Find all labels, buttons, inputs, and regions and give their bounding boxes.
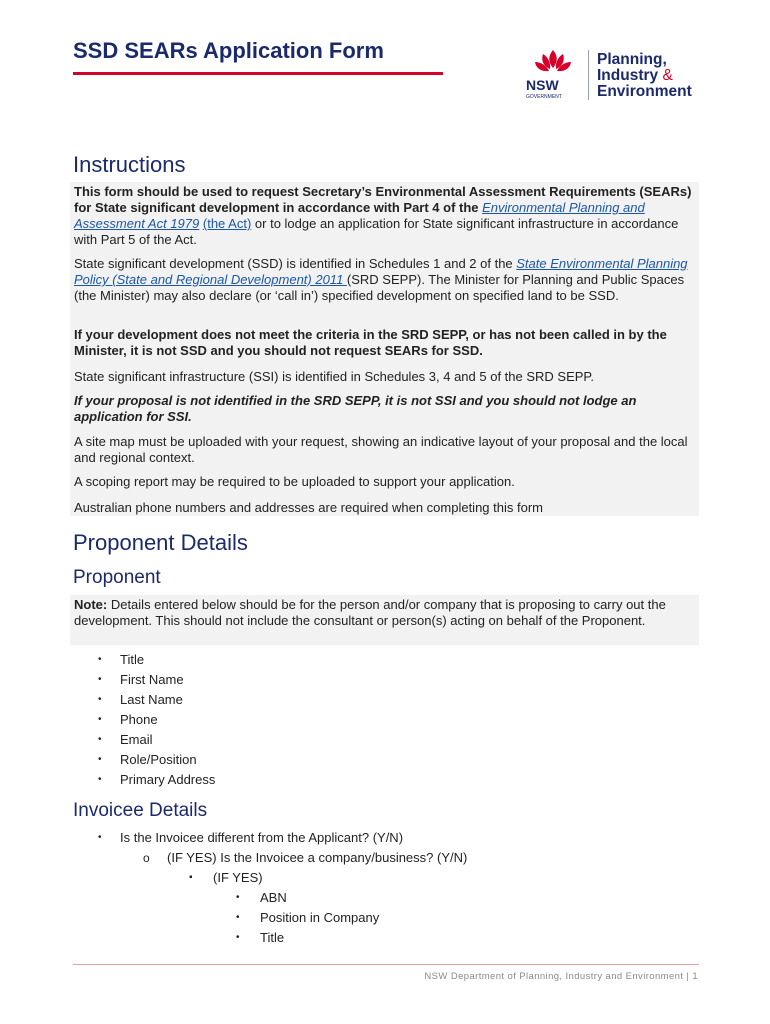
- list-item: [74, 690, 474, 710]
- proponent-heading: Proponent: [73, 567, 161, 588]
- question-text: Is the Invoicee different from the Applicant? (Y/N): [120, 830, 404, 845]
- bullet-marker: •: [98, 674, 102, 685]
- instructions-paragraph-3: If your development does not meet the criteria in the SRD SEPP, or has not been called in by the Minister, it is not SSD and you should not request SEARs for SSD.: [74, 327, 667, 358]
- bullet-marker: •: [236, 932, 240, 943]
- instructions-paragraph-8: Australian phone numbers and addresses are required when completing this form: [74, 500, 543, 515]
- bullet-marker: •: [98, 734, 102, 745]
- bullet-marker: •: [98, 694, 102, 705]
- logo-ampersand: &: [662, 67, 673, 84]
- instructions-paragraph-1: [74, 184, 694, 248]
- logo-line-2: [597, 68, 692, 84]
- bullet-marker: •: [236, 892, 240, 903]
- logo-line-2-text: Industry: [597, 67, 663, 84]
- instructions-paragraph-7: A scoping report may be required to be uploaded to support your application.: [74, 474, 515, 489]
- list-item: [74, 710, 474, 730]
- field-label: Title: [260, 930, 285, 945]
- p1-text-b: or to lodge an application for State significant infrastructure in accordance with Part 5 of the Act.: [74, 216, 679, 247]
- proponent-field-list: [74, 650, 474, 790]
- field-label: Email: [120, 732, 153, 747]
- list-item: [74, 670, 474, 690]
- instructions-paragraph-5: If your proposal is not identified in the SRD SEPP, it is not SSI and you should not lodge an application for SSI.: [74, 393, 637, 424]
- field-label: ABN: [260, 890, 287, 905]
- list-item: [74, 888, 594, 908]
- instructions-paragraph-4: State significant infrastructure (SSI) is identified in Schedules 3, 4 and 5 of the SRD SEPP.: [74, 369, 595, 384]
- p1-text-a: This form should be used to request Secretary’s Environmental Assessment Requirements (SEARs) for State significant development in accordance with Part 4 of the: [74, 184, 692, 215]
- bullet-marker: •: [98, 714, 102, 725]
- field-label: Title: [120, 652, 145, 667]
- list-item: [74, 650, 474, 670]
- field-label: Role/Position: [120, 752, 197, 767]
- instructions-paragraph-6: A site map must be uploaded with your request, showing an indicative layout of your proposal and the local and regional context.: [74, 434, 688, 465]
- list-item: [74, 828, 594, 848]
- question-text: (IF YES): [213, 870, 263, 885]
- logo-line-1: Planning,: [597, 51, 667, 68]
- list-item: [74, 770, 474, 790]
- bullet-marker: •: [98, 754, 102, 765]
- list-item: [74, 908, 594, 928]
- title-underline: [73, 72, 443, 75]
- note-text: Details entered below should be for the person and/or company that is proposing to carry out the development. This should not include the consultant or person(s) acting on behalf of the Proponent.: [74, 597, 666, 628]
- bullet-marker: •: [98, 832, 102, 843]
- question-text: (IF YES) Is the Invoicee a company/business? (Y/N): [167, 850, 468, 865]
- logo-government-text: GOVERNMENT: [526, 94, 562, 100]
- logo-nsw-text: NSW: [526, 77, 559, 93]
- bullet-marker: •: [98, 654, 102, 665]
- proponent-note: [74, 597, 694, 629]
- logo-divider: [588, 50, 589, 100]
- circle-marker: o: [143, 851, 150, 865]
- the-act-link[interactable]: (the Act): [202, 216, 252, 231]
- bullet-marker: •: [98, 774, 102, 785]
- p2-text-b: (SRD SEPP). The Minister for Planning and Public Spaces (the Minister) may also declare (or ‘call in’) specified development on specified land to be SSD.: [74, 272, 685, 303]
- list-item: [74, 730, 474, 750]
- waratah-icon: [522, 48, 584, 104]
- instructions-paragraph-2: [74, 256, 694, 304]
- list-item: [74, 928, 594, 948]
- logo-wordmark: [597, 52, 692, 100]
- bullet-marker: •: [236, 912, 240, 923]
- field-label: Primary Address: [120, 772, 216, 787]
- field-label: First Name: [120, 672, 184, 687]
- invoicee-question-list: [74, 828, 594, 948]
- square-marker: ▪: [189, 872, 193, 883]
- srd-sepp-link[interactable]: State Environmental Planning Policy (State and Regional Development) 2011: [74, 256, 688, 287]
- document-title: SSD SEARs Application Form: [73, 38, 384, 63]
- list-item: [74, 750, 474, 770]
- field-label: Last Name: [120, 692, 183, 707]
- list-item: [74, 868, 594, 888]
- epa-act-link[interactable]: Environmental Planning and Assessment Act 1979: [74, 200, 645, 231]
- logo-line-3: Environment: [597, 83, 692, 100]
- footer-rule: [73, 964, 699, 965]
- field-label: Position in Company: [260, 910, 380, 925]
- proponent-details-heading: Proponent Details: [73, 530, 248, 555]
- instructions-heading: Instructions: [73, 152, 186, 177]
- field-label: Phone: [120, 712, 158, 727]
- page-footer: NSW Department of Planning, Industry and Environment | 1: [424, 971, 698, 982]
- note-label: Note:: [74, 597, 108, 612]
- invoicee-heading: Invoicee Details: [73, 800, 208, 821]
- p2-text-a: State significant development (SSD) is identified in Schedules 1 and 2 of the: [74, 256, 517, 271]
- list-item: [74, 848, 594, 868]
- nsw-logo: [522, 48, 722, 104]
